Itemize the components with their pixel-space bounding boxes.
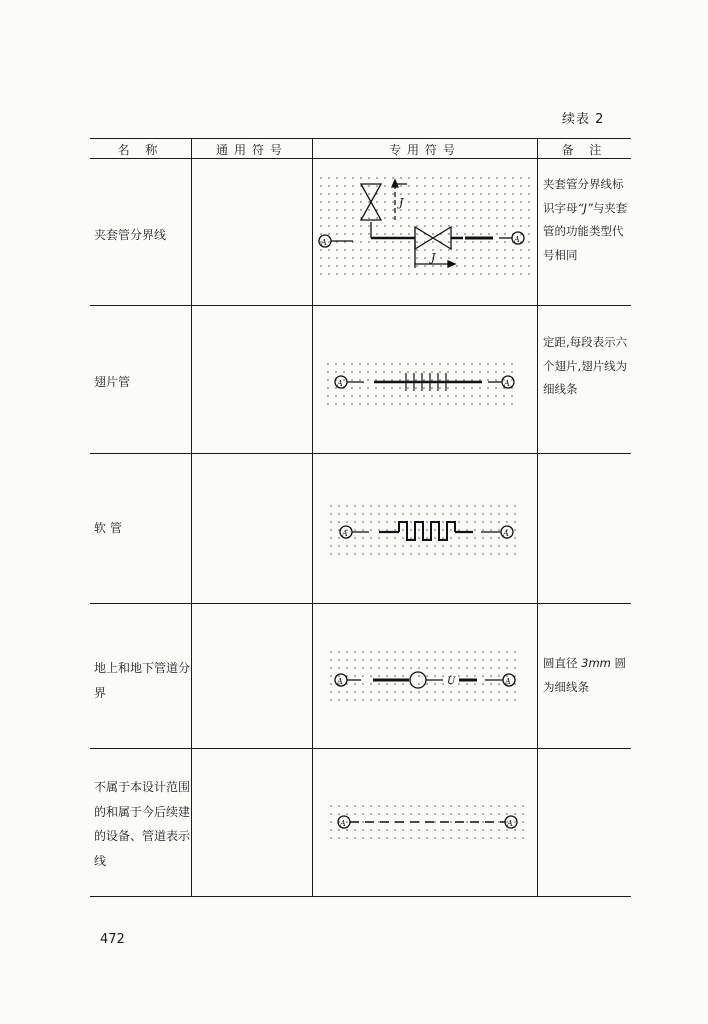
row-name: 地上和地下管道分界 [94, 661, 191, 700]
grid-dots [320, 177, 530, 275]
connection-label: A [504, 379, 510, 388]
symbol-letter: U [447, 676, 456, 687]
connection-label: A [503, 529, 509, 538]
row-remark: 圆直径 3mm 圆为细线条 [543, 656, 627, 694]
connection-label: A [337, 379, 343, 388]
row-divider [90, 305, 631, 306]
finned-tube-symbol [322, 358, 522, 410]
row-divider [90, 603, 631, 604]
page-number: 472 [100, 932, 125, 947]
grid-dots [327, 363, 513, 405]
connection-label: A [505, 677, 511, 686]
connection-label: A [342, 529, 348, 538]
row-remark: 定距,每段表示六个翅片,翅片线为细线条 [543, 335, 628, 396]
boundary-circle [410, 672, 426, 688]
row-divider [90, 453, 631, 454]
connection-label: A [507, 819, 513, 828]
connection-label: A [340, 819, 346, 828]
column-divider [537, 138, 538, 896]
table-bottom-rule [90, 896, 631, 897]
row-name: 翅片管 [94, 375, 131, 389]
column-divider [191, 138, 192, 896]
header-remark: 备 注 [561, 142, 608, 157]
grid-dots [330, 651, 516, 701]
connection-label: A [514, 235, 520, 244]
row-divider [90, 748, 631, 749]
flexible-hose-symbol [325, 500, 525, 560]
row-name: 软 管 [94, 521, 122, 535]
symbol-letter: J [399, 196, 404, 209]
valve-horizontal [415, 227, 451, 249]
table-caption: 续表 2 [562, 112, 605, 127]
jacket-boundary-symbol [315, 172, 533, 282]
valve-vertical [361, 184, 381, 220]
row-name: 不属于本设计范围的和属于今后续建的设备、管道表示线 [94, 780, 191, 868]
header-special-symbol: 专用符号 [388, 142, 461, 157]
row-name: 夹套管分界线 [94, 228, 167, 242]
connection-label: A [337, 677, 343, 686]
future-equipment-line-symbol [325, 800, 530, 848]
connection-label: A [321, 238, 327, 247]
column-divider [312, 138, 313, 896]
symbol-letter: J [431, 251, 436, 264]
ground-boundary-symbol [325, 646, 525, 704]
header-general-symbol: 通用符号 [215, 142, 288, 157]
header-name: 名 称 [117, 142, 164, 157]
row-remark: 夹套管分界线标识字母“J”与夹套管的功能类型代号相同 [543, 177, 628, 262]
